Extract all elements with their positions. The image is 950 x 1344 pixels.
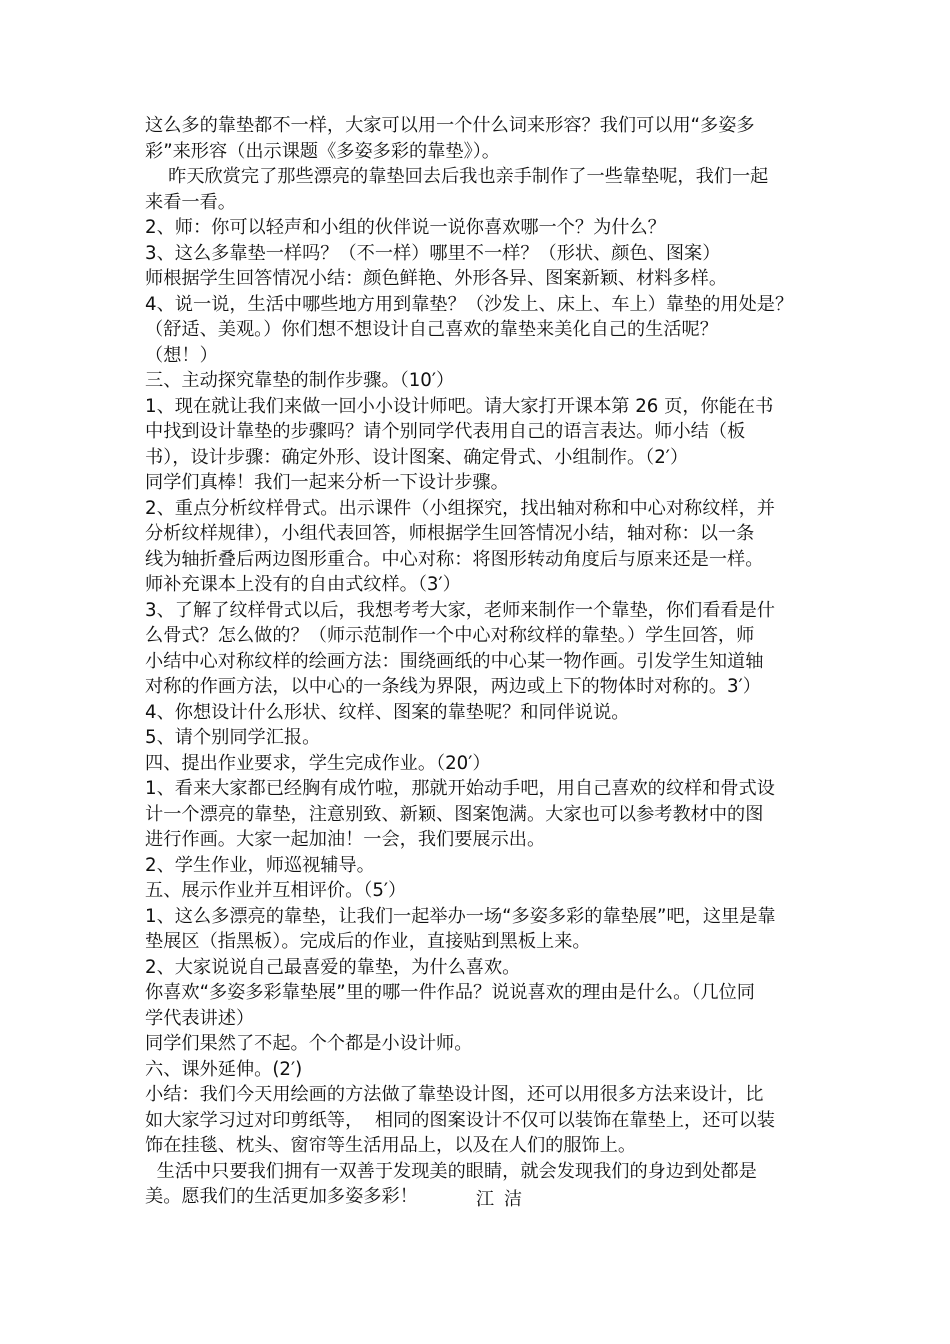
text-line: 3、这么多靠垫一样吗？（不一样）哪里不一样？（形状、颜色、图案） <box>145 242 721 264</box>
text-line: 小结中心对称纹样的绘画方法：围绕画纸的中心某一物作画。引发学生知道轴 <box>145 650 764 672</box>
text-line: 同学们果然了不起。个个都是小设计师。 <box>145 1033 473 1054</box>
text-line: 饰在挂毯、枕头、窗帘等生活用品上，以及在人们的服饰上。 <box>145 1135 637 1156</box>
section-heading: 三、主动探究靠垫的制作步骤。（10′） <box>145 370 455 391</box>
text-line: 1、现在就让我们来做一回小小设计师吧。请大家打开课本第 26 页，你能在书 <box>145 395 774 417</box>
text-line: 对称的作画方法，以中心的一条线为界限，两边或上下的物体时对称的。3′） <box>145 676 761 697</box>
text-line: 师根据学生回答情况小结：颜色鲜艳、外形各异、图案新颖、材料多样。 <box>145 268 728 289</box>
text-line: 1、看来大家都已经胸有成竹啦，那就开始动手吧，用自己喜欢的纹样和骨式设 <box>145 778 775 799</box>
section-heading: 六、课外延伸。(2′) <box>145 1058 303 1080</box>
text-line: 小结：我们今天用绘画的方法做了靠垫设计图，还可以用很多方法来设计，比 <box>145 1084 764 1105</box>
section-heading: 四、提出作业要求，学生完成作业。（20′） <box>145 752 491 774</box>
text-line: 3、了解了纹样骨式以后，我想考考大家，老师来制作一个靠垫，你们看看是什 <box>145 599 775 621</box>
lesson-plan-text <box>145 113 815 1210</box>
text-line: 中找到设计靠垫的步骤吗？请个别同学代表用自己的语言表达。师小结（板 <box>145 421 746 442</box>
text-line: 彩”来形容（出示课题《多姿多彩的靠垫》）。 <box>145 140 500 162</box>
text-line: 2、师：你可以轻声和小组的伙伴说一说你喜欢哪一个？为什么？ <box>145 217 666 238</box>
text-line: 同学们真棒！我们一起来分析一下设计步骤。 <box>145 472 509 493</box>
text-line: 线为轴折叠后两边图形重合。中心对称：将图形转动角度后与原来还是一样。 <box>145 548 764 570</box>
text-line: 4、你想设计什么形状、纹样、图案的靠垫呢？和同伴说说。 <box>145 701 630 723</box>
section-heading: 五、展示作业并互相评价。（5′） <box>145 880 407 901</box>
text-line: 计一个漂亮的靠垫，注意别致、新颖、图案饱满。大家也可以参考教材中的图 <box>145 803 764 825</box>
text-line: 2、重点分析纹样骨式。出示课件（小组探究，找出轴对称和中心对称纹样，并 <box>145 497 775 519</box>
author-signature: 江 洁 <box>475 1189 525 1210</box>
text-line: 2、学生作业，师巡视辅导。 <box>145 854 375 876</box>
text-line: （想！） <box>145 344 218 366</box>
text-line: 昨天欣赏完了那些漂亮的靠垫回去后我也亲手制作了一些靠垫呢，我们一起 <box>145 166 769 187</box>
text-line: 你喜欢“多姿多彩靠垫展”里的哪一件作品？说说喜欢的理由是什么。（几位同 <box>145 982 755 1003</box>
text-line: 师补充课本上没有的自由式纹样。（3′） <box>145 574 461 595</box>
text-line: 这么多的靠垫都不一样，大家可以用一个什么词来形容？我们可以用“多姿多 <box>145 115 755 136</box>
text-line: （舒适、美观。）你们想不想设计自己喜欢的靠垫来美化自己的生活呢？ <box>145 319 718 340</box>
text-line: 书），设计步骤：确定外形、设计图案、确定骨式、小组制作。（2′） <box>145 446 689 468</box>
text-line: 如大家学习过对印剪纸等， 相同的图案设计不仅可以装饰在靠垫上，还可以装 <box>145 1109 775 1131</box>
text-line: 4、说一说，生活中哪些地方用到靠垫？（沙发上、床上、车上）靠垫的用处是？ <box>145 293 794 315</box>
text-line: 进行作画。大家一起加油！一会，我们要展示出。 <box>145 829 546 850</box>
text-line: 5、请个别同学汇报。 <box>145 727 321 748</box>
text-line: 1、这么多漂亮的靠垫，让我们一起举办一场“多姿多彩的靠垫展”吧，这里是靠 <box>145 905 776 927</box>
text-line: 2、大家说说自己最喜爱的靠垫，为什么喜欢。 <box>145 956 521 978</box>
text-line: 来看一看。 <box>145 191 236 213</box>
text-line: 垫展区（指黑板）。完成后的作业，直接贴到黑板上来。 <box>145 931 591 952</box>
text-line: 生活中只要我们拥有一双善于发现美的眼睛，就会发现我们的身边到处都是 <box>145 1160 757 1182</box>
text-line: 美。愿我们的生活更加多姿多彩！ <box>145 1186 418 1207</box>
text-line: 么骨式？怎么做的？（师示范制作一个中心对称纹样的靠垫。）学生回答，师 <box>145 625 755 646</box>
text-line: 学代表讲述） <box>145 1007 255 1029</box>
text-line: 分析纹样规律），小组代表回答，师根据学生回答情况小结，轴对称：以一条 <box>145 523 755 544</box>
